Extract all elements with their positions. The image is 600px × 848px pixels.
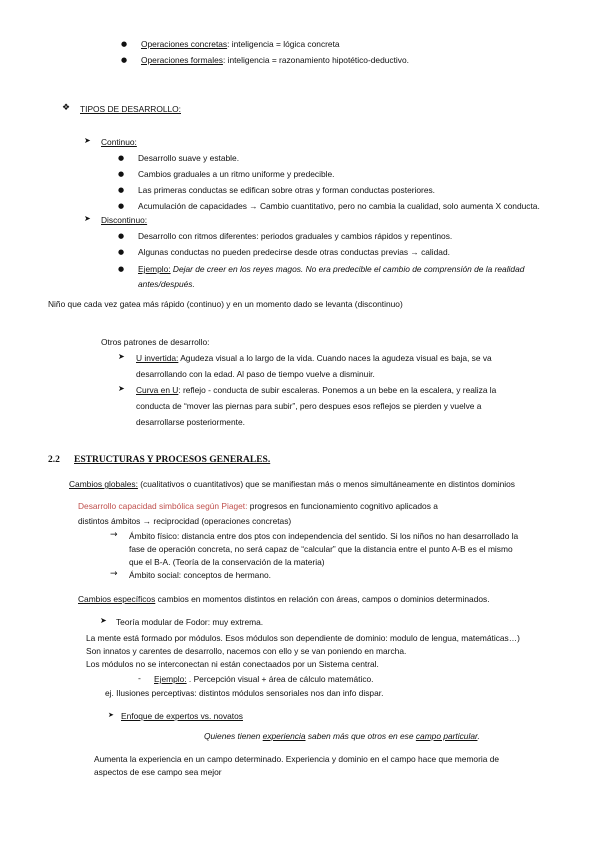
paragraph: ej. Ilusiones perceptivas: distintos módulos sensoriales nos dan info dispar. <box>105 688 384 698</box>
expertos-heading: Enfoque de expertos vs. novatos <box>121 711 243 721</box>
paragraph: Cambios globales: (cualitativos o cuantitativos) que se manifiestan más o menos simultáneamente en distintos dominios <box>69 479 515 489</box>
list-item-continuation: que el B-A. (Teoría de la conservación de la materia) <box>129 557 325 567</box>
list-item: Las primeras conductas se edifican sobre otras y forman conductas posteriores. <box>138 185 435 195</box>
arrowhead-bullet-icon: ➤ <box>108 711 114 719</box>
arrowhead-bullet-icon: ➤ <box>118 384 125 393</box>
list-item: Ámbito físico: distancia entre dos ptos con independencia del sentido. Si los niños no han desarrollado la <box>129 531 519 541</box>
paragraph: distintos ámbitos → reciprocidad (operaciones concretas) <box>78 516 292 526</box>
list-item-continuation: conducta de “mover las piernas para subir”, pero despues esos reflejos se pierden y vuelve a <box>136 401 482 411</box>
paragraph: Niño que cada vez gatea más rápido (continuo) y en un momento dado se levanta (discontinuo) <box>48 299 403 309</box>
section-title: ESTRUCTURAS Y PROCESOS GENERALES. <box>74 455 271 465</box>
list-item: Curva en U: reflejo - conducta de subir escaleras. Ponemos a un bebe en la escalera, y realiza la <box>136 385 497 395</box>
bullet-dot-icon: ● <box>118 248 125 256</box>
bullet-dot-icon: ● <box>118 202 125 210</box>
paragraph: aspectos de ese campo sea mejor <box>94 767 222 777</box>
list-item: Operaciones formales: inteligencia = razonamiento hipotético-deductivo. <box>141 55 409 65</box>
arrowhead-bullet-icon: ➤ <box>100 616 107 625</box>
bullet-dot-icon: ● <box>118 186 125 194</box>
list-item: Cambios graduales a un ritmo uniforme y predecible. <box>138 169 335 179</box>
bullet-dot-icon: ● <box>118 232 125 240</box>
paragraph: La mente está formado por módulos. Esos módulos son dependiente de dominio: modulo de lengua, matemáticas…) <box>86 633 520 643</box>
list-item: Acumulación de capacidades → Cambio cuantitativo, pero no cambia la cualidad, solo aumenta X conducta. <box>138 201 540 211</box>
paragraph: Son innatos y carentes de desarrollo, nacemos con ello y se van poniendo en marcha. <box>86 646 407 656</box>
section-heading: TIPOS DE DESARROLLO: <box>80 104 181 114</box>
list-item-continuation: desarrollarse posteriormente. <box>136 417 245 427</box>
continuo-heading: Continuo: <box>101 137 137 147</box>
paragraph: Los módulos no se interconectan ni están conectaados por un Sistema central. <box>86 659 379 669</box>
list-item: Desarrollo con ritmos diferentes: periodos graduales y cambios rápidos y repentinos. <box>138 231 453 241</box>
list-item: Operaciones concretas: inteligencia = lógica concreta <box>141 39 340 49</box>
right-arrow-icon: → <box>110 530 118 540</box>
list-item-continuation: desarrollando con la edad. Al paso de tiempo vuelve a disminuir. <box>136 369 375 379</box>
bullet-dot-icon: ● <box>118 154 125 162</box>
arrowhead-bullet-icon: ➤ <box>84 214 91 223</box>
paragraph: Desarrollo capacidad simbólica según Piaget: progresos en funcionamiento cognitivo aplicados a <box>78 501 438 511</box>
arrowhead-bullet-icon: ➤ <box>84 136 91 145</box>
quote: Quienes tienen experiencia saben más que otros en ese campo particular. <box>204 731 480 741</box>
list-item: Ámbito social: conceptos de hermano. <box>129 570 271 580</box>
discontinuo-heading: Discontinuo: <box>101 215 148 225</box>
bullet-dot-icon: ● <box>118 265 125 273</box>
paragraph: Cambios específicos cambios en momentos distintos en relación con áreas, campos o dominios determinados. <box>78 594 490 604</box>
list-item: U invertida: Agudeza visual a lo largo de la vida. Cuando naces la agudeza visual es baja, se va <box>136 353 492 363</box>
section-number: 2.2 <box>48 455 60 465</box>
list-item: Ejemplo: Dejar de creer en los reyes magos. No era predecible el cambio de comprensión de la realidad <box>138 264 525 274</box>
list-item-continuation: antes/después. <box>138 279 195 289</box>
bullet-dot-icon: ● <box>121 40 128 48</box>
otros-heading: Otros patrones de desarrollo: <box>101 337 210 347</box>
paragraph: Aumenta la experiencia en un campo determinado. Experiencia y dominio en el campo hace que memoria de <box>94 754 500 764</box>
bullet-dot-icon: ● <box>118 170 125 178</box>
list-item: Algunas conductas no pueden predecirse desde otras conductas previas → calidad. <box>138 247 450 257</box>
dash-bullet-icon: - <box>138 674 141 683</box>
list-item: Ejemplo: . Percepción visual + área de cálculo matemático. <box>154 674 374 684</box>
arrowhead-bullet-icon: ➤ <box>118 352 125 361</box>
list-item-continuation: fase de operación concreta, no será capaz de “calcular” que la distancia entre el punto A-B es el mismo <box>129 544 513 554</box>
bullet-dot-icon: ● <box>121 56 128 64</box>
list-item: Teoría modular de Fodor: muy extrema. <box>116 617 264 627</box>
diamond-bullet-icon: ❖ <box>62 103 71 113</box>
right-arrow-icon: → <box>110 569 118 579</box>
list-item: Desarrollo suave y estable. <box>138 153 240 163</box>
